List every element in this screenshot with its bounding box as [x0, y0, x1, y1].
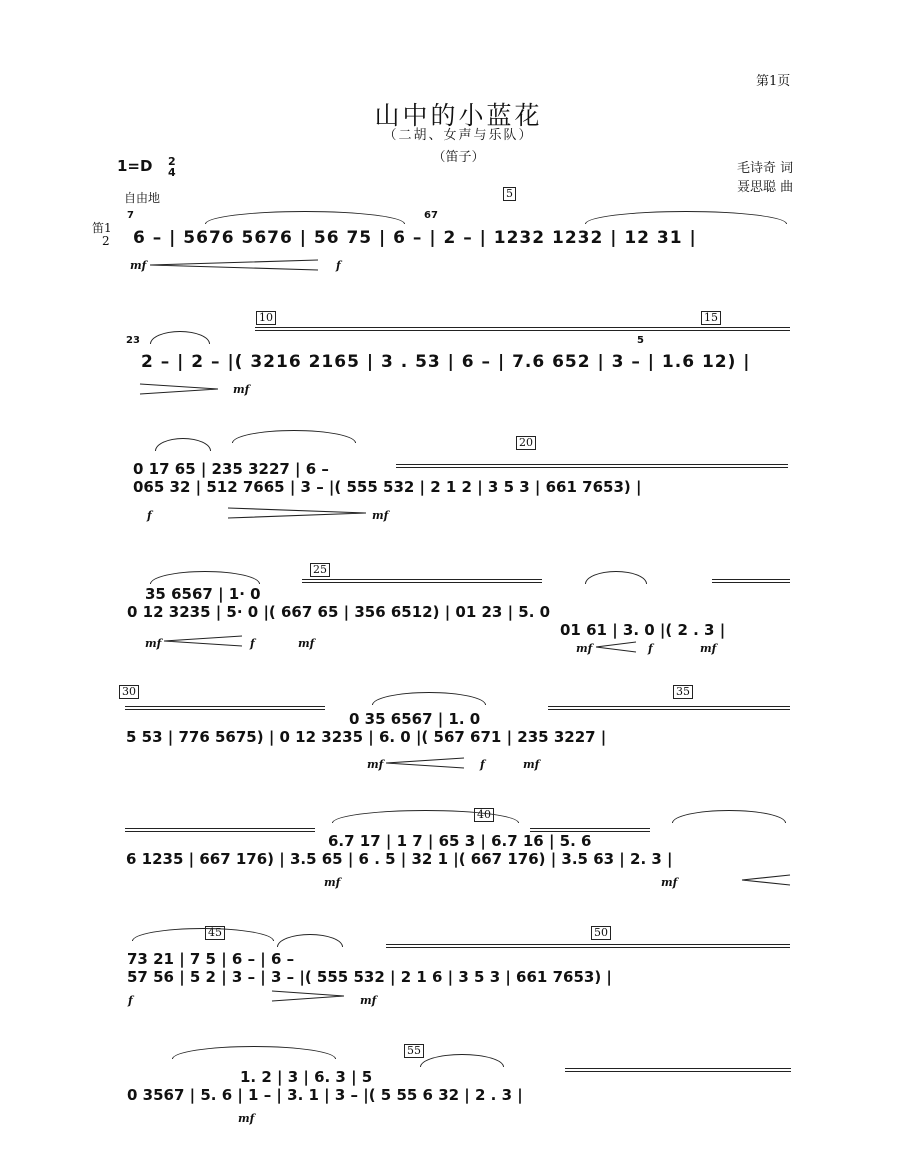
- rehearsal-mark: 15: [701, 311, 721, 325]
- staff-lines: [255, 327, 790, 331]
- rehearsal-mark: 25: [310, 563, 330, 577]
- slur: [372, 692, 486, 705]
- song-title: 山中的小蓝花: [374, 101, 543, 130]
- part-label-1: 笛1: [92, 221, 112, 235]
- dynamic-mark: mf: [324, 876, 341, 889]
- staff-lines: [548, 706, 790, 710]
- notation-row-upper: 0 17 65 | 235 3227 | 6 –: [133, 460, 329, 478]
- part-label: [92, 222, 112, 248]
- staff-lines: [396, 464, 788, 468]
- time-signature: [168, 156, 176, 178]
- instrument-label: （笛子）: [432, 150, 485, 165]
- grace-note: 5: [637, 335, 644, 346]
- crescendo-hairpin: [150, 259, 320, 271]
- slur: [132, 928, 274, 941]
- staff-lines: [386, 944, 790, 948]
- slur: [585, 571, 647, 584]
- subtitle: （二胡、女声与乐队）: [383, 128, 534, 143]
- dynamic-mark: mf: [661, 876, 678, 889]
- dynamic-mark: mf: [298, 637, 315, 650]
- notation-row: 6 – | 5676 5676 | 56 75 | 6 – | 2 – | 1232 1232 | 12 31 |: [133, 228, 697, 248]
- slur: [150, 331, 210, 344]
- notation-row-upper: 1. 2 | 3 | 6. 3 | 5: [240, 1068, 373, 1086]
- notation-row-upper: 73 21 | 7 5 | 6 – | 6 –: [127, 950, 295, 968]
- diminuendo-hairpin: [140, 383, 220, 395]
- time-top: 2: [168, 155, 176, 168]
- key-signature: 1=D: [117, 157, 153, 175]
- rehearsal-mark: 45: [205, 926, 225, 940]
- dynamic-mark: mf: [130, 259, 147, 272]
- dynamic-mark: f: [250, 637, 255, 650]
- time-bottom: 4: [168, 166, 176, 179]
- notation-row-lower: 6 1235 | 667 176) | 3.5 65 | 6 . 5 | 32 1 |( 667 176) | 3.5 63 | 2. 3 |: [126, 850, 673, 868]
- composer-credit: 聂思聪 曲: [737, 180, 794, 195]
- staff-lines: [712, 579, 790, 583]
- part-label-2: 2: [102, 234, 110, 248]
- slur: [420, 1054, 504, 1067]
- dynamic-mark: f: [648, 642, 653, 655]
- staff-lines: [565, 1068, 791, 1072]
- dynamic-mark: mf: [576, 642, 593, 655]
- notation-row-lower: 065 32 | 512 7665 | 3 – |( 555 532 | 2 1 2 | 3 5 3 | 661 7653) |: [133, 478, 642, 496]
- dynamic-mark: f: [336, 259, 341, 272]
- slur: [150, 571, 260, 584]
- slur: [277, 934, 343, 947]
- dynamic-mark: f: [128, 994, 133, 1007]
- crescendo-hairpin: [742, 874, 792, 886]
- rehearsal-mark: 55: [404, 1044, 424, 1058]
- notation-row-lower: 0 12 3235 | 5· 0 |( 667 65 | 356 6512) | 01 23 | 5. 0: [127, 603, 551, 621]
- dynamic-mark: mf: [700, 642, 717, 655]
- dynamic-mark: f: [147, 509, 152, 522]
- dynamic-mark: mf: [367, 758, 384, 771]
- slur: [672, 810, 786, 823]
- grace-note: 7: [127, 210, 134, 221]
- dynamic-mark: mf: [238, 1112, 255, 1125]
- diminuendo-hairpin: [272, 990, 346, 1002]
- staff-lines: [125, 706, 325, 710]
- dynamic-mark: mf: [145, 637, 162, 650]
- rehearsal-mark: 35: [673, 685, 693, 699]
- notation-row: 2 – | 2 – |( 3216 2165 | 3 . 53 | 6 – | 7.6 652 | 3 – | 1.6 12) |: [141, 352, 751, 372]
- notation-row-lower: 5 53 | 776 5675) | 0 12 3235 | 6. 0 |( 567 671 | 235 3227 |: [126, 728, 607, 746]
- notation-row-lower: 0 3567 | 5. 6 | 1 – | 3. 1 | 3 – |( 5 55 6 32 | 2 . 3 |: [127, 1086, 523, 1104]
- staff-lines: [302, 579, 542, 583]
- notation-row-third: 01 61 | 3. 0 |( 2 . 3 |: [560, 621, 726, 639]
- slur: [232, 430, 356, 443]
- grace-note: 23: [126, 335, 140, 346]
- dynamic-mark: mf: [372, 509, 389, 522]
- notation-row-lower: 57 56 | 5 2 | 3 – | 3 – |( 555 532 | 2 1 6 | 3 5 3 | 661 7653) |: [127, 968, 612, 986]
- notation-row-upper: 0 35 6567 | 1. 0: [349, 710, 481, 728]
- rehearsal-mark: 20: [516, 436, 536, 450]
- rehearsal-mark: 30: [119, 685, 139, 699]
- rehearsal-mark: 50: [591, 926, 611, 940]
- dynamic-mark: mf: [523, 758, 540, 771]
- tempo-marking: 自由地: [124, 191, 161, 205]
- grace-note: 67: [424, 210, 438, 221]
- crescendo-hairpin: [386, 757, 466, 769]
- notation-row-upper: 6.7 17 | 1 7 | 65 3 | 6.7 16 | 5. 6: [328, 832, 592, 850]
- notation-row-upper: 35 6567 | 1· 0: [145, 585, 261, 603]
- lyricist-credit: 毛诗奇 词: [737, 161, 794, 176]
- rehearsal-mark: 5: [503, 187, 516, 201]
- slur: [155, 438, 211, 451]
- crescendo-hairpin: [164, 635, 244, 647]
- crescendo-hairpin: [596, 641, 638, 653]
- staff-lines: [125, 828, 315, 832]
- rehearsal-mark: 40: [474, 808, 494, 822]
- rehearsal-mark: 10: [256, 311, 276, 325]
- dynamic-mark: mf: [233, 383, 250, 396]
- page-number: 第1页: [756, 74, 791, 89]
- dynamic-mark: mf: [360, 994, 377, 1007]
- diminuendo-hairpin: [228, 507, 368, 519]
- slur: [172, 1046, 336, 1059]
- dynamic-mark: f: [480, 758, 485, 771]
